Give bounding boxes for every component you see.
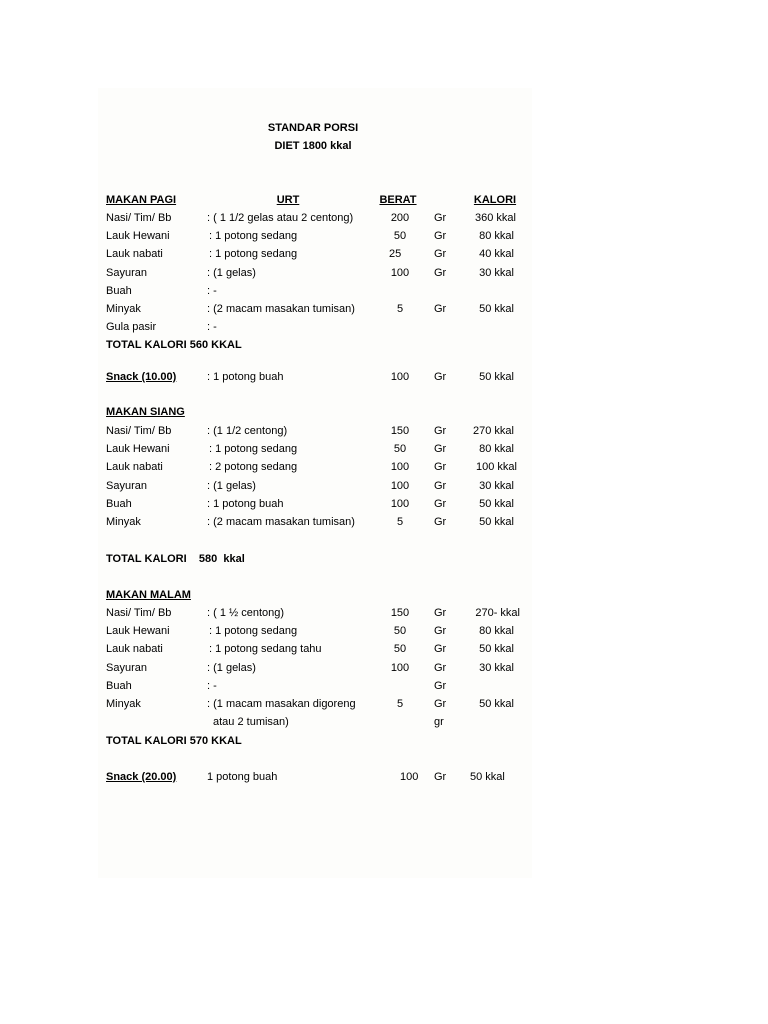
row-item: Nasi/ Tim/ Bb — [106, 425, 172, 437]
row-item: Buah — [106, 285, 132, 297]
row-urt: : 2 potong sedang — [209, 461, 298, 473]
document-subtitle: DIET 1800 kkal — [274, 140, 352, 152]
row-kalori: 30 kkal — [479, 267, 514, 279]
row-berat: 50 — [393, 643, 407, 655]
row-kalori: 80 kkal — [479, 443, 514, 455]
row-urt: : - — [207, 680, 217, 692]
row-unit: Gr — [434, 680, 447, 692]
row-kalori: 100 kkal — [476, 461, 517, 473]
row-unit: Gr — [434, 480, 447, 492]
row-item: Minyak — [106, 698, 141, 710]
row-unit: Gr — [434, 248, 447, 260]
row-berat: 25 — [389, 248, 402, 260]
row-item: Nasi/ Tim/ Bb — [106, 212, 172, 224]
document-title: STANDAR PORSI — [267, 122, 359, 134]
row-berat: 100 — [390, 267, 410, 279]
total-kalori-siang: TOTAL KALORI 580 kkal — [106, 553, 245, 565]
row-berat: 50 — [393, 625, 407, 637]
row-urt: : 1 potong sedang — [209, 625, 298, 637]
section-heading-siang: MAKAN SIANG — [106, 406, 185, 418]
row-urt: : 1 potong sedang — [209, 230, 298, 242]
row-kalori: 270- kkal — [475, 607, 520, 619]
row-item: Minyak — [106, 303, 141, 315]
row-urt: : (1 macam masakan digoreng — [207, 698, 356, 710]
row-item: Lauk nabati — [106, 461, 163, 473]
row-urt: : ( 1 1/2 gelas atau 2 centong) — [207, 212, 354, 224]
row-kalori: 50 kkal — [479, 498, 514, 510]
row-kalori: 50 kkal — [479, 303, 514, 315]
row-unit: Gr — [434, 371, 447, 383]
row-kalori: 30 kkal — [479, 480, 514, 492]
row-urt: : 1 potong sedang — [209, 248, 298, 260]
row-urt: : - — [207, 285, 217, 297]
row-item: Buah — [106, 680, 132, 692]
snack-label: Snack (20.00) — [106, 771, 177, 783]
row-unit: gr — [434, 716, 444, 728]
row-unit: Gr — [434, 771, 447, 783]
row-unit: Gr — [434, 607, 447, 619]
total-kalori-pagi: TOTAL KALORI 560 KKAL — [106, 339, 242, 351]
row-berat: 50 — [393, 230, 407, 242]
row-unit: Gr — [434, 516, 447, 528]
row-item: Lauk Hewani — [106, 625, 170, 637]
total-kalori-malam: TOTAL KALORI 570 KKAL — [106, 735, 242, 747]
row-unit: Gr — [434, 625, 447, 637]
row-kalori: 30 kkal — [479, 662, 514, 674]
row-berat: 150 — [390, 607, 410, 619]
row-berat: 150 — [390, 425, 410, 437]
row-urt: : (2 macam masakan tumisan) — [207, 303, 355, 315]
row-berat: 100 — [390, 480, 410, 492]
row-item: Lauk nabati — [106, 248, 163, 260]
document-page — [98, 88, 532, 878]
row-urt: : (1 gelas) — [207, 267, 256, 279]
row-urt: : (2 macam masakan tumisan) — [207, 516, 355, 528]
row-urt: : (1 gelas) — [207, 662, 256, 674]
section-heading-pagi: MAKAN PAGI — [106, 194, 177, 206]
row-urt-continuation: atau 2 tumisan) — [213, 716, 289, 728]
row-berat: 100 — [400, 771, 419, 783]
row-kalori: 40 kkal — [479, 248, 514, 260]
row-unit: Gr — [434, 443, 447, 455]
row-berat: 50 — [393, 443, 407, 455]
row-kalori: 360 kkal — [475, 212, 516, 224]
row-kalori: 50 kkal — [479, 698, 514, 710]
row-unit: Gr — [434, 662, 447, 674]
row-kalori: 50 kkal — [479, 516, 514, 528]
row-kalori: 270 kkal — [473, 425, 514, 437]
row-item: Sayuran — [106, 662, 147, 674]
row-item: Sayuran — [106, 267, 147, 279]
row-item: Lauk nabati — [106, 643, 163, 655]
row-berat: 100 — [390, 662, 410, 674]
row-urt: 1 potong buah — [207, 771, 278, 783]
row-berat: 100 — [390, 461, 410, 473]
snack-label: Snack (10.00) — [106, 371, 177, 383]
column-header-berat: BERAT — [379, 194, 417, 206]
row-kalori: 50 kkal — [470, 771, 505, 783]
row-unit: Gr — [434, 461, 447, 473]
row-urt: : 1 potong buah — [207, 371, 284, 383]
row-unit: Gr — [434, 498, 447, 510]
row-berat: 5 — [396, 698, 404, 710]
column-header-urt: URT — [276, 194, 300, 206]
row-item: Sayuran — [106, 480, 147, 492]
row-kalori: 50 kkal — [479, 371, 514, 383]
row-kalori: 80 kkal — [479, 625, 514, 637]
row-item: Minyak — [106, 516, 141, 528]
row-unit: Gr — [434, 643, 447, 655]
row-urt: : 1 potong sedang tahu — [209, 643, 322, 655]
row-urt: : (1 gelas) — [207, 480, 256, 492]
row-berat: 5 — [396, 516, 404, 528]
row-unit: Gr — [434, 230, 447, 242]
row-unit: Gr — [434, 698, 447, 710]
row-berat: 100 — [390, 498, 410, 510]
section-heading-malam: MAKAN MALAM — [106, 589, 191, 601]
column-header-kalori: KALORI — [473, 194, 517, 206]
row-urt: : ( 1 ½ centong) — [207, 607, 285, 619]
row-unit: Gr — [434, 425, 447, 437]
row-item: Nasi/ Tim/ Bb — [106, 607, 172, 619]
row-berat: 100 — [390, 371, 410, 383]
row-urt: : (1 1/2 centong) — [207, 425, 288, 437]
row-berat: 200 — [390, 212, 410, 224]
row-item: Gula pasir — [106, 321, 157, 333]
row-kalori: 80 kkal — [479, 230, 514, 242]
row-urt: : 1 potong sedang — [209, 443, 298, 455]
row-urt: : - — [207, 321, 217, 333]
row-kalori: 50 kkal — [479, 643, 514, 655]
row-unit: Gr — [434, 267, 447, 279]
row-unit: Gr — [434, 303, 447, 315]
row-item: Buah — [106, 498, 132, 510]
row-item: Lauk Hewani — [106, 230, 170, 242]
row-urt: : 1 potong buah — [207, 498, 284, 510]
row-item: Lauk Hewani — [106, 443, 170, 455]
row-unit: Gr — [434, 212, 447, 224]
row-berat: 5 — [396, 303, 404, 315]
